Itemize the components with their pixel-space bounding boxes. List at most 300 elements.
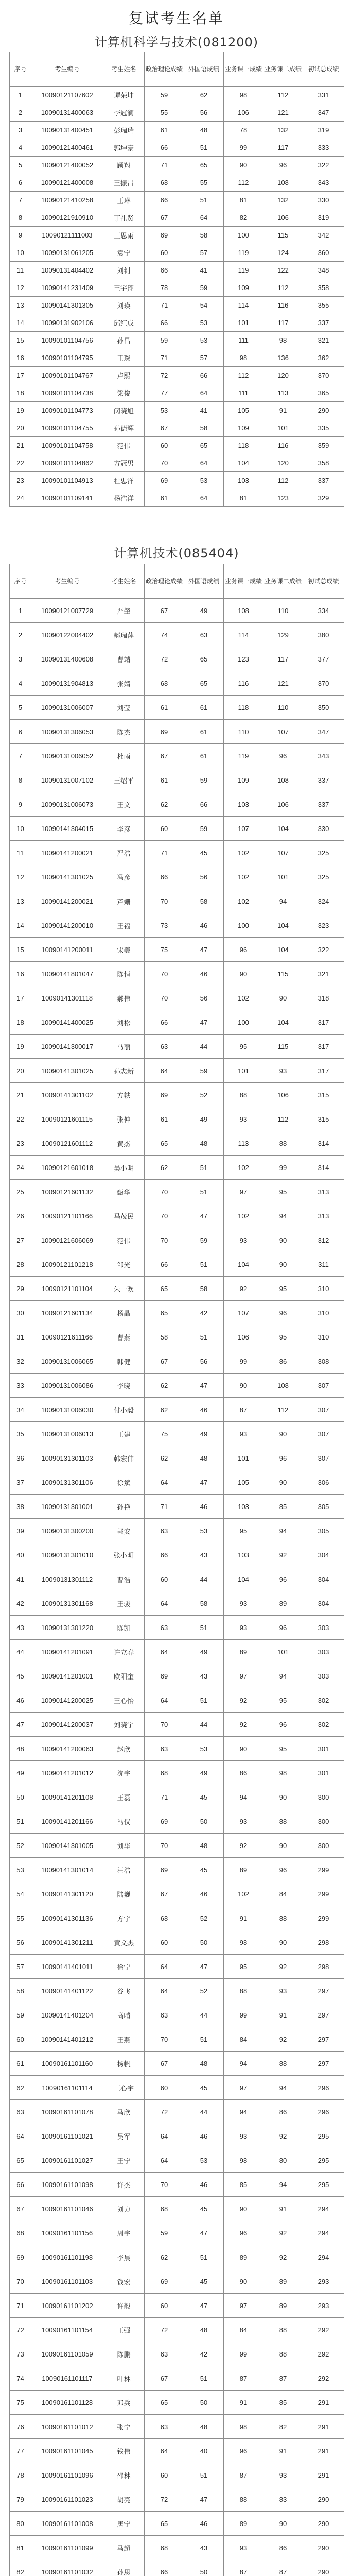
cell-seq: 40: [10, 1543, 31, 1567]
cell-politics: 63: [145, 1616, 184, 1640]
cell-subject-2: 120: [263, 367, 303, 384]
cell-subject-1: 104: [224, 1252, 263, 1277]
cell-total: 297: [303, 1979, 344, 2003]
cell-total: 290: [303, 2512, 344, 2536]
cell-subject-2: 112: [263, 472, 303, 489]
cell-politics: 72: [145, 2318, 184, 2342]
cell-politics: 67: [145, 2366, 184, 2391]
cell-politics: 66: [145, 1252, 184, 1277]
cell-total: 358: [303, 279, 344, 297]
cell-total: 302: [303, 1688, 344, 1713]
cell-politics: 63: [145, 1519, 184, 1543]
cell-name: 谷飞: [103, 1979, 145, 2003]
cell-foreign-language: 53: [184, 1519, 224, 1543]
cell-seq: 1: [10, 87, 31, 104]
cell-politics: 65: [145, 1131, 184, 1156]
cell-politics: 66: [145, 865, 184, 889]
cell-foreign-language: 61: [184, 744, 224, 768]
cell-exam-id: 10090141301136: [31, 1906, 103, 1930]
cell-subject-2: 96: [263, 157, 303, 174]
cell-exam-id: 10090141401204: [31, 2003, 103, 2027]
cell-total: 324: [303, 889, 344, 913]
cell-subject-2: 96: [263, 1713, 303, 1737]
cell-subject-1: 102: [224, 1204, 263, 1228]
cell-subject-1: 109: [224, 768, 263, 792]
cell-seq: 20: [10, 419, 31, 437]
cell-name: 冯仪: [103, 1809, 145, 1834]
cell-seq: 16: [10, 349, 31, 367]
header-foreign-language: 外国语成绩: [184, 564, 224, 599]
cell-name: 陈恒: [103, 962, 145, 986]
table-row: [10, 1906, 344, 1930]
cell-politics: 78: [145, 279, 184, 297]
cell-subject-2: 101: [263, 865, 303, 889]
cell-politics: 71: [145, 297, 184, 314]
table-row: [10, 2197, 344, 2221]
cell-total: 335: [303, 419, 344, 437]
cell-seq: 54: [10, 1882, 31, 1906]
cell-foreign-language: 47: [184, 1955, 224, 1979]
cell-subject-1: 119: [224, 744, 263, 768]
cell-exam-id: 10090121910910: [31, 209, 103, 227]
cell-name: 钱伟: [103, 2439, 145, 2463]
cell-politics: 53: [145, 402, 184, 419]
cell-foreign-language: 51: [184, 1616, 224, 1640]
cell-name: 甄华: [103, 1180, 145, 1204]
cell-subject-2: 94: [263, 1204, 303, 1228]
cell-total: 362: [303, 349, 344, 367]
cell-seq: 20: [10, 1059, 31, 1083]
cell-exam-id: 10090121601134: [31, 1301, 103, 1325]
cell-subject-1: 93: [224, 2536, 263, 2560]
cell-name: 王心宇: [103, 2076, 145, 2100]
cell-name: 赵欣: [103, 1737, 145, 1761]
cell-politics: 71: [145, 841, 184, 865]
table-row: [10, 889, 344, 913]
cell-total: 293: [303, 2269, 344, 2294]
cell-total: 322: [303, 157, 344, 174]
cell-foreign-language: 53: [184, 1737, 224, 1761]
table-row: [10, 1785, 344, 1809]
table-row: [10, 1882, 344, 1906]
cell-foreign-language: 64: [184, 209, 224, 227]
cell-name: 吴军: [103, 2124, 145, 2148]
cell-name: 刘瑛: [103, 297, 145, 314]
cell-subject-1: 99: [224, 2003, 263, 2027]
cell-total: 319: [303, 209, 344, 227]
cell-exam-id: 10090131301168: [31, 1591, 103, 1616]
cell-exam-id: 10090131300200: [31, 1519, 103, 1543]
cell-subject-2: 90: [263, 986, 303, 1010]
cell-foreign-language: 58: [184, 1591, 224, 1616]
header-seq: 序号: [10, 52, 31, 87]
cell-seq: 7: [10, 192, 31, 209]
cell-foreign-language: 46: [184, 1882, 224, 1906]
cell-politics: 72: [145, 2100, 184, 2124]
cell-politics: 68: [145, 2197, 184, 2221]
cell-name: 马欣: [103, 2100, 145, 2124]
table-row: [10, 104, 344, 122]
table-row: [10, 2124, 344, 2148]
cell-seq: 21: [10, 437, 31, 454]
cell-name: 韩宏伟: [103, 1446, 145, 1470]
cell-politics: 69: [145, 1858, 184, 1882]
cell-name: 王思雨: [103, 227, 145, 244]
cell-seq: 50: [10, 1785, 31, 1809]
table-row: [10, 472, 344, 489]
cell-politics: 71: [145, 349, 184, 367]
cell-politics: 64: [145, 1470, 184, 1495]
cell-foreign-language: 44: [184, 1567, 224, 1591]
cell-subject-2: 106: [263, 792, 303, 817]
table-row: [10, 2269, 344, 2294]
cell-name: 王振昌: [103, 174, 145, 192]
table-row: [10, 419, 344, 437]
cell-foreign-language: 58: [184, 889, 224, 913]
cell-total: 300: [303, 1834, 344, 1858]
cell-subject-2: 96: [263, 744, 303, 768]
cell-foreign-language: 65: [184, 671, 224, 696]
cell-subject-1: 93: [224, 1591, 263, 1616]
cell-subject-2: 108: [263, 174, 303, 192]
cell-total: 304: [303, 1567, 344, 1591]
cell-foreign-language: 58: [184, 1277, 224, 1301]
cell-politics: 61: [145, 1107, 184, 1131]
cell-total: 294: [303, 2197, 344, 2221]
cell-exam-id: 10090101104758: [31, 437, 103, 454]
cell-subject-2: 86: [263, 2536, 303, 2560]
cell-exam-id: 10090121101104: [31, 1277, 103, 1301]
cell-politics: 60: [145, 1930, 184, 1955]
cell-name: 孙志新: [103, 1059, 145, 1083]
cell-subject-1: 99: [224, 2342, 263, 2366]
cell-subject-2: 88: [263, 1131, 303, 1156]
cell-subject-1: 93: [224, 2124, 263, 2148]
cell-seq: 2: [10, 623, 31, 647]
cell-seq: 6: [10, 720, 31, 744]
cell-total: 291: [303, 2463, 344, 2487]
cell-total: 290: [303, 2560, 344, 2576]
cell-subject-1: 94: [224, 2052, 263, 2076]
cell-exam-id: 10090141301211: [31, 1930, 103, 1955]
cell-seq: 4: [10, 671, 31, 696]
cell-name: 刘莹: [103, 696, 145, 720]
cell-subject-2: 129: [263, 623, 303, 647]
cell-subject-1: 91: [224, 2391, 263, 2415]
table-row: [10, 244, 344, 262]
cell-subject-2: 94: [263, 1519, 303, 1543]
cell-politics: 60: [145, 2076, 184, 2100]
cell-subject-1: 92: [224, 1713, 263, 1737]
cell-subject-2: 98: [263, 1761, 303, 1785]
table-row: [10, 2463, 344, 2487]
cell-exam-id: 10090131301010: [31, 1543, 103, 1567]
cell-subject-2: 115: [263, 1035, 303, 1059]
cell-foreign-language: 51: [184, 2366, 224, 2391]
cell-seq: 48: [10, 1737, 31, 1761]
table-row: [10, 2512, 344, 2536]
cell-subject-1: 96: [224, 2221, 263, 2245]
cell-total: 290: [303, 2536, 344, 2560]
cell-total: 350: [303, 696, 344, 720]
cell-subject-1: 90: [224, 1737, 263, 1761]
cell-seq: 17: [10, 367, 31, 384]
cell-subject-2: 91: [263, 2003, 303, 2027]
cell-total: 314: [303, 1156, 344, 1180]
cell-total: 298: [303, 1955, 344, 1979]
cell-subject-1: 113: [224, 1131, 263, 1156]
cell-exam-id: 10090121400052: [31, 157, 103, 174]
cell-subject-2: 96: [263, 1616, 303, 1640]
cell-foreign-language: 51: [184, 139, 224, 157]
cell-seq: 79: [10, 2487, 31, 2512]
cell-total: 321: [303, 962, 344, 986]
table-row: [10, 1349, 344, 1374]
cell-seq: 63: [10, 2100, 31, 2124]
table-row: [10, 279, 344, 297]
cell-subject-1: 84: [224, 2318, 263, 2342]
cell-exam-id: 10090131400451: [31, 122, 103, 139]
cell-total: 297: [303, 2027, 344, 2052]
cell-foreign-language: 51: [184, 1180, 224, 1204]
cell-politics: 63: [145, 2003, 184, 2027]
cell-subject-1: 102: [224, 986, 263, 1010]
cell-seq: 62: [10, 2076, 31, 2100]
table-row: [10, 1446, 344, 1470]
cell-seq: 28: [10, 1252, 31, 1277]
table-row: [10, 2294, 344, 2318]
cell-subject-1: 114: [224, 623, 263, 647]
table-row: [10, 2052, 344, 2076]
cell-foreign-language: 55: [184, 174, 224, 192]
cell-foreign-language: 63: [184, 623, 224, 647]
table-row: [10, 454, 344, 472]
cell-name: 欧阳奎: [103, 1664, 145, 1688]
cell-subject-1: 97: [224, 1180, 263, 1204]
cell-subject-2: 85: [263, 2391, 303, 2415]
cell-foreign-language: 44: [184, 1035, 224, 1059]
cell-total: 305: [303, 1495, 344, 1519]
cell-subject-1: 93: [224, 1107, 263, 1131]
cell-subject-2: 106: [263, 1083, 303, 1107]
header-politics: 政治理论成绩: [145, 52, 184, 87]
cell-foreign-language: 51: [184, 2463, 224, 2487]
cell-politics: 71: [145, 157, 184, 174]
table-row: [10, 1470, 344, 1495]
table-row: [10, 2536, 344, 2560]
cell-name: 邹光: [103, 1252, 145, 1277]
cell-total: 304: [303, 1543, 344, 1567]
header-total: 初试总成绩: [303, 52, 344, 87]
cell-subject-1: 118: [224, 437, 263, 454]
cell-total: 370: [303, 671, 344, 696]
cell-total: 300: [303, 1809, 344, 1834]
cell-name: 孙昌: [103, 332, 145, 349]
cell-exam-id: 10090121007729: [31, 599, 103, 623]
table-row: [10, 1688, 344, 1713]
cell-foreign-language: 56: [184, 986, 224, 1010]
cell-total: 303: [303, 1664, 344, 1688]
cell-subject-1: 101: [224, 1446, 263, 1470]
cell-foreign-language: 59: [184, 768, 224, 792]
cell-seq: 44: [10, 1640, 31, 1664]
table-row: [10, 2366, 344, 2391]
cell-subject-2: 120: [263, 454, 303, 472]
cell-exam-id: 10090161101198: [31, 2245, 103, 2269]
cell-foreign-language: 52: [184, 1083, 224, 1107]
table-row: [10, 647, 344, 671]
cell-seq: 45: [10, 1664, 31, 1688]
cell-name: 郭安: [103, 1519, 145, 1543]
cell-politics: 67: [145, 744, 184, 768]
cell-politics: 63: [145, 1035, 184, 1059]
cell-total: 365: [303, 384, 344, 402]
cell-subject-1: 97: [224, 2294, 263, 2318]
cell-seq: 3: [10, 647, 31, 671]
cell-subject-1: 102: [224, 1882, 263, 1906]
cell-foreign-language: 48: [184, 2415, 224, 2439]
cell-total: 325: [303, 841, 344, 865]
cell-subject-2: 90: [263, 1834, 303, 1858]
cell-seq: 35: [10, 1422, 31, 1446]
cell-seq: 64: [10, 2124, 31, 2148]
table-row: [10, 720, 344, 744]
cell-total: 312: [303, 1228, 344, 1252]
cell-seq: 5: [10, 696, 31, 720]
cell-seq: 24: [10, 1156, 31, 1180]
cell-politics: 71: [145, 1495, 184, 1519]
cell-exam-id: 10090101104755: [31, 419, 103, 437]
cell-seq: 15: [10, 938, 31, 962]
cell-total: 310: [303, 1301, 344, 1325]
cell-subject-1: 107: [224, 1301, 263, 1325]
cell-foreign-language: 61: [184, 720, 224, 744]
cell-subject-2: 101: [263, 1640, 303, 1664]
cell-subject-1: 102: [224, 889, 263, 913]
table-row: [10, 314, 344, 332]
cell-seq: 23: [10, 1131, 31, 1156]
table-row: [10, 1979, 344, 2003]
cell-name: 王建: [103, 1422, 145, 1446]
table-row: [10, 2342, 344, 2366]
table-row: [10, 841, 344, 865]
cell-subject-1: 90: [224, 157, 263, 174]
table-row: [10, 623, 344, 647]
cell-politics: 69: [145, 472, 184, 489]
cell-exam-id: 10090161101156: [31, 2221, 103, 2245]
cell-politics: 64: [145, 1955, 184, 1979]
header-subject-1: 业务课一成绩: [224, 564, 263, 599]
cell-subject-1: 87: [224, 1398, 263, 1422]
cell-foreign-language: 47: [184, 2221, 224, 2245]
table-row: [10, 2560, 344, 2576]
cell-exam-id: 10090161101202: [31, 2294, 103, 2318]
cell-exam-id: 10090141401212: [31, 2027, 103, 2052]
table-row: [10, 696, 344, 720]
cell-exam-id: 10090121601115: [31, 1107, 103, 1131]
cell-total: 343: [303, 744, 344, 768]
cell-name: 沈宇: [103, 1761, 145, 1785]
cell-exam-id: 10090121111003: [31, 227, 103, 244]
cell-foreign-language: 46: [184, 913, 224, 938]
cell-politics: 77: [145, 384, 184, 402]
cell-exam-id: 10090131006052: [31, 744, 103, 768]
cell-foreign-language: 46: [184, 962, 224, 986]
header-seq: 序号: [10, 564, 31, 599]
cell-name: 李晓: [103, 1374, 145, 1398]
cell-name: 芦姗: [103, 889, 145, 913]
table-row: [10, 1616, 344, 1640]
cell-foreign-language: 50: [184, 1809, 224, 1834]
table-row: [10, 437, 344, 454]
header-total: 初试总成绩: [303, 564, 344, 599]
cell-subject-2: 88: [263, 2342, 303, 2366]
cell-subject-1: 88: [224, 2487, 263, 2512]
cell-foreign-language: 57: [184, 244, 224, 262]
cell-subject-2: 104: [263, 938, 303, 962]
cell-foreign-language: 50: [184, 2560, 224, 2576]
cell-name: 唐宁: [103, 2512, 145, 2536]
cell-exam-id: 10090141301120: [31, 1882, 103, 1906]
section-subtitle: 计算机技术(085404): [114, 546, 239, 561]
cell-seq: 17: [10, 986, 31, 1010]
cell-foreign-language: 66: [184, 792, 224, 817]
cell-exam-id: 10090141200010: [31, 913, 103, 938]
cell-subject-1: 93: [224, 1809, 263, 1834]
cell-foreign-language: 54: [184, 297, 224, 314]
cell-seq: 33: [10, 1374, 31, 1398]
cell-politics: 64: [145, 1591, 184, 1616]
cell-exam-id: 10090141201012: [31, 1761, 103, 1785]
cell-total: 318: [303, 986, 344, 1010]
cell-seq: 46: [10, 1688, 31, 1713]
cell-seq: 23: [10, 472, 31, 489]
cell-exam-id: 10090141200025: [31, 1688, 103, 1713]
cell-subject-1: 108: [224, 599, 263, 623]
cell-politics: 63: [145, 1737, 184, 1761]
cell-foreign-language: 65: [184, 647, 224, 671]
cell-subject-1: 81: [224, 192, 263, 209]
cell-foreign-language: 45: [184, 2269, 224, 2294]
cell-exam-id: 10090141304015: [31, 817, 103, 841]
cell-seq: 69: [10, 2245, 31, 2269]
cell-politics: 70: [145, 1180, 184, 1204]
cell-seq: 82: [10, 2560, 31, 2576]
cell-subject-2: 90: [263, 1422, 303, 1446]
cell-exam-id: 10090141201108: [31, 1785, 103, 1809]
cell-politics: 67: [145, 599, 184, 623]
cell-foreign-language: 49: [184, 1422, 224, 1446]
cell-foreign-language: 44: [184, 2003, 224, 2027]
cell-subject-1: 95: [224, 1519, 263, 1543]
cell-name: 严浩: [103, 841, 145, 865]
cell-subject-2: 93: [263, 1059, 303, 1083]
table-row: [10, 1567, 344, 1591]
cell-exam-id: 10090161101078: [31, 2100, 103, 2124]
cell-seq: 18: [10, 384, 31, 402]
cell-subject-1: 103: [224, 472, 263, 489]
cell-subject-2: 89: [263, 2294, 303, 2318]
cell-name: 许立春: [103, 1640, 145, 1664]
cell-exam-id: 10090161101154: [31, 2318, 103, 2342]
cell-exam-id: 10090161101045: [31, 2439, 103, 2463]
cell-name: 王绍平: [103, 768, 145, 792]
cell-politics: 68: [145, 1761, 184, 1785]
cell-foreign-language: 47: [184, 2487, 224, 2512]
cell-politics: 69: [145, 1809, 184, 1834]
table-row: [10, 209, 344, 227]
cell-name: 王宇翔: [103, 279, 145, 297]
